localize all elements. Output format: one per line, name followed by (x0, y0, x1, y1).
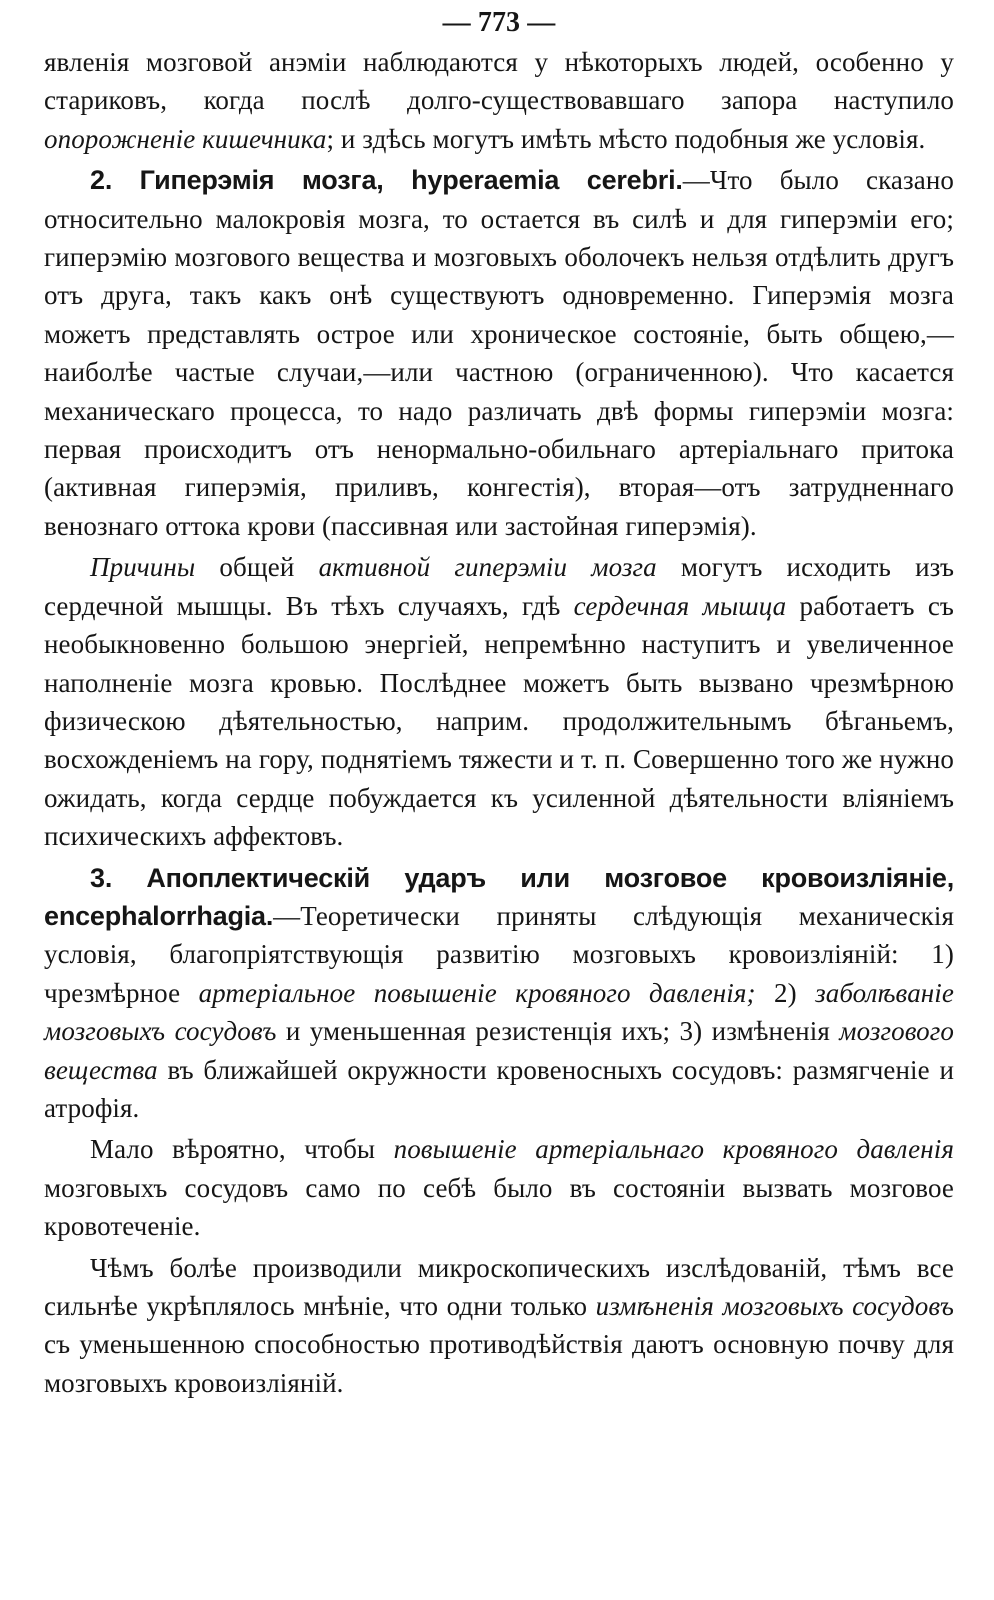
text-run: общей (195, 552, 319, 583)
body-text (44, 43, 954, 1402)
text-run: —Теоретически приняты слѣдующія механическія условія, благопріятствующія развитію мозговыхъ кровоизліяній: 1) чрезмѣрное (44, 900, 954, 1008)
paragraph (44, 161, 954, 545)
italic-emphasis: сердечная мышца (573, 590, 787, 621)
text-run: Мало вѣроятно, чтобы (90, 1134, 394, 1165)
section-heading: 2. Гиперэмія мозга, hyperaemia cerebri. (90, 165, 683, 196)
text-run: ; и здѣсь могутъ имѣть мѣсто подобныя же условія. (326, 123, 926, 154)
italic-emphasis: артеріальное повышеніе кровяного давленія; (198, 977, 756, 1008)
text-run: съ уменьшенною способностью противодѣйствія даютъ основную почву для мозговыхъ кровоизліяній. (44, 1329, 954, 1398)
paragraph (44, 859, 954, 1128)
italic-emphasis: активной гиперэміи мозга (318, 552, 657, 583)
text-run: Чѣмъ болѣе производили микроскопическихъ изслѣдованій, тѣмъ все сильнѣе укрѣплялось мнѣніе, что одни только (44, 1252, 954, 1321)
text-run: въ ближайшей окружности кровеносныхъ сосудовъ: размягченіе и атрофія. (44, 1054, 954, 1123)
italic-emphasis: заболѣваніе мозговыхъ сосудовъ (44, 977, 954, 1047)
text-run: явленія мозговой анэміи наблюдаются у нѣкоторыхъ людей, особенно у стариковъ, когда послѣ долго-существовавшаго запора наступило (44, 47, 954, 116)
italic-emphasis: измѣненія мозговыхъ сосудовъ (595, 1291, 954, 1321)
paragraph (44, 43, 954, 158)
paragraph (44, 1130, 954, 1245)
italic-emphasis: мозгового вещества (44, 1016, 954, 1085)
text-run: —Что было сказано относительно малокровія мозга, то остается въ силѣ и для гиперэміи его; гиперэмію мозгового вещества и мозговыхъ оболочекъ нельзя отдѣлить другъ отъ друга, такъ какъ онѣ существуютъ одновременно. Гиперэмія мозга можетъ представлять острое или хроническое состояніе, быть общею,—наиболѣе частые случаи,—или частною (ограниченною). Что касается механическаго процесса, то надо различать двѣ формы гиперэміи мозга: первая происходитъ отъ ненормально-обильнаго артеріальнаго притока (активная гиперэмія, приливъ, конгестія), вторая—отъ затрудненнаго венознаго оттока крови (пассивная или застойная гиперэмія). (44, 165, 954, 541)
paragraph (44, 1249, 954, 1403)
text-run: и уменьшенная резистенція ихъ; 3) измѣненія (276, 1016, 840, 1047)
text-run: мозговыхъ сосудовъ само по себѣ было въ состояніи вызвать мозговое кровотеченіе. (44, 1172, 954, 1242)
document-page (44, 4, 954, 1402)
section-heading: 3. Апоплектическій ударъ или мозговое кровоизліяніе, encephalorrhagia. (44, 862, 954, 931)
text-run: 2) (755, 977, 816, 1008)
italic-emphasis: повышеніе артеріальнаго кровяного давленія (393, 1134, 954, 1165)
text-run: могутъ исходить изъ сердечной мышцы. Въ тѣхъ случаяхъ, гдѣ (44, 552, 955, 621)
italic-emphasis: Причины (90, 552, 196, 583)
paragraph (44, 548, 954, 855)
text-run: работаетъ съ необыкновенно большою энергіей, непремѣнно наступитъ и увеличенное наполненіе мозга кровью. Послѣднее можетъ быть вызвано чрезмѣрною физическою дѣятельностью, наприм. продолжительнымъ бѣганьемъ, восхожденіемъ на гору, поднятіемъ тяжести и т. п. Совершенно того же нужно ожидать, когда сердце побуждается къ усиленной дѣятельности вліяніемъ психическихъ аффектовъ. (44, 590, 954, 852)
page-number: — 773 — (442, 7, 556, 38)
italic-emphasis: опорожненіе кишечника (44, 123, 327, 154)
